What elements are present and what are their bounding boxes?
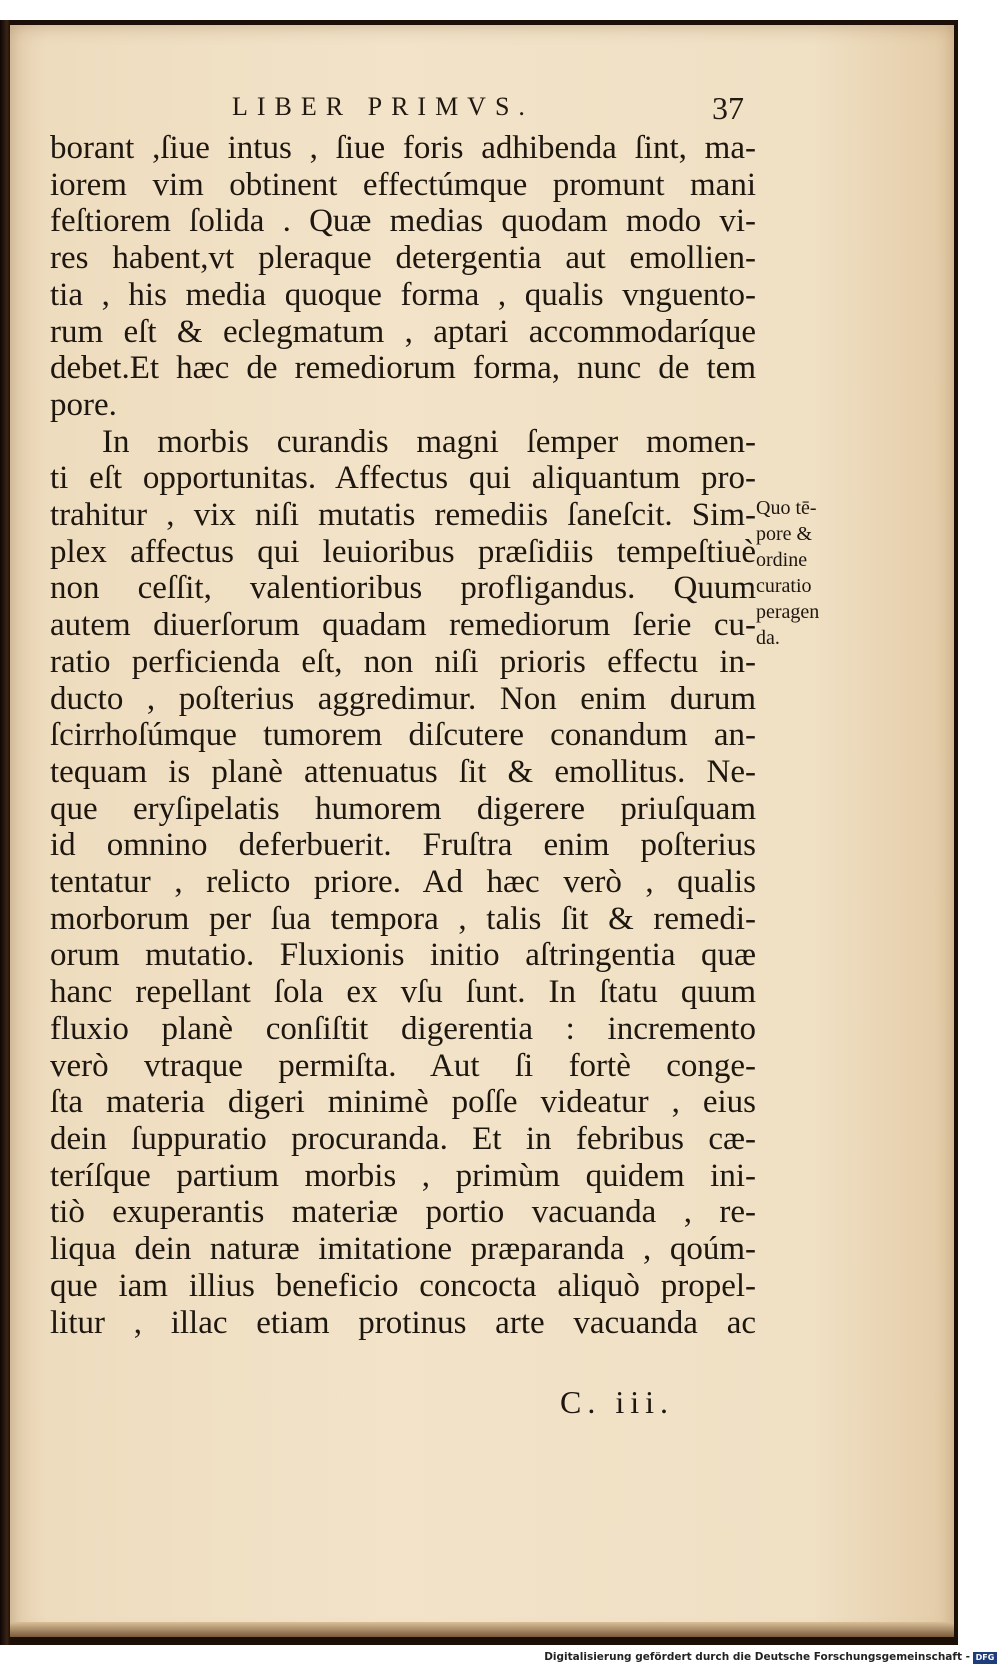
text-line: tia , his media quoque forma , qualis vnguento- [50, 276, 756, 313]
text-line: que iam illius beneficio concocta aliquò propel- [50, 1267, 756, 1304]
text-line: litur , illac etiam protinus arte vacuanda ac [50, 1304, 756, 1341]
text-line: hanc repellant ſola ex vſu ſunt. In ſtatu quum [50, 974, 756, 1011]
marginal-note [756, 495, 846, 651]
text-line: liqua dein naturæ imitatione præparanda , qoúm- [50, 1231, 756, 1268]
text-line: orum mutatio. Fluxionis initio aſtringentia quæ [50, 937, 756, 974]
text-line: non ceſſit, valentioribus profligandus. Quum [50, 570, 756, 607]
marginal-note-line: curatio [756, 575, 812, 597]
marginal-note-line: peragen [756, 601, 820, 623]
funding-credit: Digitalisierung gefördert durch die Deutsche Forschungsgemeinschaft - [544, 1651, 970, 1663]
marginal-note-line: ordine [756, 549, 808, 571]
text-line: ratio perficienda eſt, non niſi prioris effectu in- [50, 643, 756, 680]
text-line: tentatur , relicto priore. Ad hæc verò , qualis [50, 864, 756, 901]
text-line: fluxio planè conſiſtit digerentia : incremento [50, 1010, 756, 1047]
text-line: debet.Et hæc de remediorum forma, nunc de tem [50, 350, 756, 387]
running-head: LIBER PRIMVS. [232, 92, 534, 121]
text-line: id omnino deferbuerit. Fruſtra enim poſterius [50, 827, 756, 864]
text-line-paragraph-start: In morbis curandis magni ſemper momen- [102, 423, 756, 460]
dfg-logo-icon: DFG [973, 1652, 997, 1664]
text-line: rum eſt & eclegmatum , aptari accommodaríque [50, 313, 756, 350]
marginal-note-line: pore & [756, 523, 813, 545]
text-line: autem diuerſorum quadam remediorum ſerie cu- [50, 607, 756, 644]
marginal-note-line: da. [756, 627, 780, 649]
book-spine [0, 20, 10, 1645]
text-line: borant ,ſiue intus , ſiue foris adhibenda ſint, ma- [50, 130, 756, 166]
text-line: feſtiorem ſolida . Quæ medias quodam modo vi- [50, 203, 756, 240]
text-line: tiò exuperantis materiæ portio vacuanda , re- [50, 1194, 756, 1231]
text-line: ducto , poſterius aggredimur. Non enim durum [50, 680, 756, 717]
text-line: verò vtraque permiſta. Aut ſi fortè conge- [50, 1047, 756, 1084]
text-line: morborum per ſua tempora , talis ſit & remedi- [50, 900, 756, 937]
signature-mark: C. iii. [560, 1384, 675, 1420]
text-line: iorem vim obtinent effectúmque promunt mani [50, 166, 756, 203]
main-text-block [50, 130, 756, 1341]
text-line: pore. [50, 386, 117, 423]
text-line: tequam is planè attenuatus ſit & emollitus. Ne- [50, 753, 756, 790]
text-line: ſta materia digeri minimè poſſe videatur , eius [50, 1084, 756, 1121]
text-line: ti eſt opportunitas. Affectus qui aliquantum pro- [50, 460, 756, 497]
text-line: que eryſipelatis humorem digerere priuſquam [50, 790, 756, 827]
text-line: teríſque partium morbis , primùm quidem ini- [50, 1157, 756, 1194]
text-line: plex affectus qui leuioribus præſidiis tempeſtiuè [50, 533, 756, 570]
text-line: dein ſuppuratio procuranda. Et in febribus cæ- [50, 1120, 756, 1157]
page-bottom-edge [10, 1622, 954, 1637]
text-line: trahitur , vix niſi mutatis remediis ſaneſcit. Sim- [50, 497, 756, 534]
page-number: 37 [712, 90, 744, 126]
marginal-note-line: Quo tē- [756, 497, 817, 519]
text-line: ſcirrhoſúmque tumorem diſcutere conandum an- [50, 717, 756, 754]
text-line: res habent,vt pleraque detergentia aut emollien- [50, 240, 756, 277]
